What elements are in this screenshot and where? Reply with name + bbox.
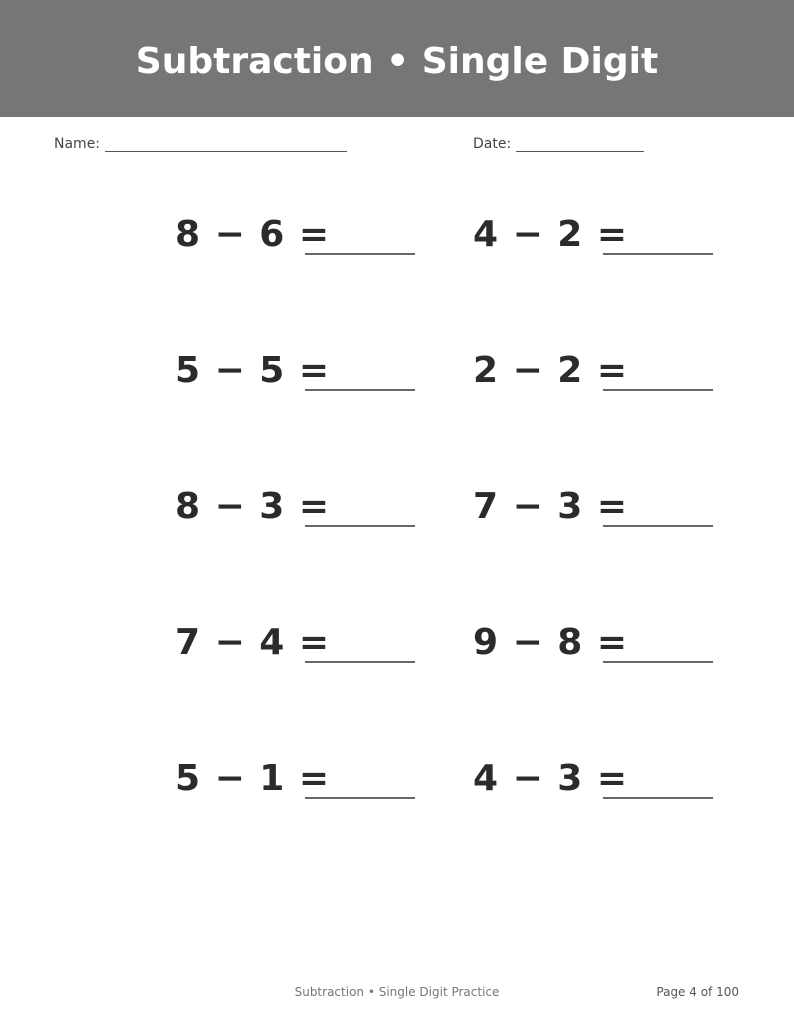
date-label: Date: — [473, 136, 512, 152]
answer-line — [305, 525, 415, 527]
problem-expression: 4 − 2 = — [473, 214, 628, 255]
answer-line — [603, 797, 713, 799]
worksheet-title: Subtraction • Single Digit — [135, 41, 659, 82]
problem-4 — [473, 349, 733, 409]
problem-6 — [473, 485, 733, 545]
problem-7 — [175, 621, 435, 681]
date-field — [473, 136, 644, 156]
footer-caption: Subtraction • Single Digit Practice — [294, 985, 500, 999]
page-header — [0, 0, 794, 117]
answer-line — [603, 389, 713, 391]
problem-expression: 2 − 2 = — [473, 350, 628, 391]
problem-5 — [175, 485, 435, 545]
problem-expression: 7 − 3 = — [473, 486, 628, 527]
problem-expression: 7 − 4 = — [175, 622, 330, 663]
problem-9 — [175, 757, 435, 817]
problem-expression: 5 − 1 = — [175, 758, 330, 799]
answer-line — [603, 525, 713, 527]
name-field — [54, 136, 347, 156]
name-label: Name: — [54, 136, 101, 152]
problem-expression: 4 − 3 = — [473, 758, 628, 799]
problem-expression: 9 − 8 = — [473, 622, 628, 663]
problem-expression: 8 − 6 = — [175, 214, 330, 255]
answer-line — [603, 661, 713, 663]
problem-8 — [473, 621, 733, 681]
problem-expression: 5 − 5 = — [175, 350, 330, 391]
problem-10 — [473, 757, 733, 817]
answer-line — [305, 797, 415, 799]
page-number: Page 4 of 100 — [656, 985, 739, 999]
name-blank-line — [105, 136, 347, 152]
date-blank-line — [516, 136, 644, 152]
problem-expression: 8 − 3 = — [175, 486, 330, 527]
problem-1 — [175, 213, 435, 273]
answer-line — [305, 661, 415, 663]
answer-line — [603, 253, 713, 255]
problem-3 — [175, 349, 435, 409]
answer-line — [305, 389, 415, 391]
answer-line — [305, 253, 415, 255]
problem-2 — [473, 213, 733, 273]
